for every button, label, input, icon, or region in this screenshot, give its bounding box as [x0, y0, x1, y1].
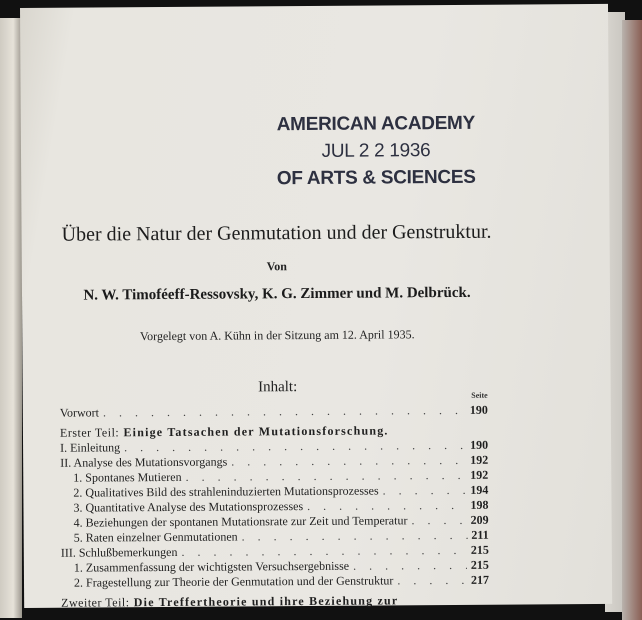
toc-entry [60, 403, 488, 421]
library-stamp-line3: OF ARTS & SCIENCES [276, 166, 476, 190]
library-stamp-date: JUL 2 2 1936 [321, 140, 431, 162]
byline-von: Von [266, 259, 287, 274]
authors: N. W. Timoféeff-Ressovsky, K. G. Zimmer und M. Delbrück. [83, 284, 471, 304]
toc-entry-page: 198 [470, 497, 489, 512]
toc-entry-page: 190 [470, 437, 489, 452]
leader-dots [353, 558, 467, 574]
toc-entry-label: 3. Quantitative Analyse des Mutationsprozesses [73, 499, 304, 515]
toc-page-header: Seite [471, 390, 488, 400]
toc-heading: Inhalt: [258, 379, 298, 396]
part-prefix: Erster Teil: [59, 425, 120, 440]
book-page [20, 4, 612, 608]
leader-dots [411, 513, 466, 528]
leader-dots [397, 573, 467, 588]
toc-entry-page: 215 [470, 557, 489, 572]
article-title: Über die Natur der Genmutation und der Genstruktur. [61, 220, 492, 246]
toc-part-heading [61, 588, 489, 611]
toc-entry-label: 1. Spontanes Mutieren [73, 469, 182, 485]
toc-entry-label: 5. Raten einzelner Genmutationen [73, 529, 238, 545]
part-title: Die Treffertheorie und ihre Beziehung zur [133, 593, 399, 610]
leader-dots [383, 483, 467, 499]
toc-entry-label: 1. Zusammenfassung der wichtigsten Versuchsergebnisse [73, 558, 350, 575]
toc-entry-page: 217 [470, 572, 490, 587]
toc-entry-label: I. Einleitung [60, 440, 121, 455]
toc-entry-label: III. Schlußbemerkungen [60, 544, 178, 560]
presented-note: Vorgelegt von A. Kühn in der Sitzung am 12. April 1935. [139, 327, 415, 344]
toc-entry-page: 209 [470, 512, 489, 527]
toc-entry-page: 194 [470, 482, 489, 497]
leader-dots [242, 528, 468, 545]
part-title: Einige Tatsachen der Mutationsforschung. [123, 423, 389, 440]
toc-entry-label: Vorwort [59, 405, 99, 420]
leader-dots [103, 403, 466, 421]
library-stamp-line1: AMERICAN ACADEMY [276, 112, 475, 136]
toc-entry-page: 192 [470, 467, 489, 482]
toc-entry [61, 573, 489, 591]
toc-entry-label: 2. Qualitatives Bild des strahleninduzierten Mutationsprozesses [73, 483, 379, 500]
toc-entry-page: 211 [471, 527, 489, 542]
toc-entry-label: II. Analyse des Mutationsvorgangs [60, 454, 228, 470]
toc-entry-label: 4. Beziehungen der spontanen Mutationsrate zur Zeit und Temperatur [73, 513, 408, 530]
toc-entry-page: 190 [469, 402, 488, 417]
previous-page-edge [0, 18, 22, 618]
toc-entry-label: 2. Fragestellung zur Theorie der Genmutation und der Genstruktur [73, 573, 394, 590]
part-prefix: Zweiter Teil: [61, 595, 130, 610]
leader-dots [307, 498, 466, 514]
toc-entry-page: 192 [470, 452, 489, 467]
table-of-contents [60, 403, 489, 611]
leader-dots [231, 453, 466, 470]
toc-entry-page: 215 [470, 542, 489, 557]
book-cover-edge [622, 20, 642, 620]
